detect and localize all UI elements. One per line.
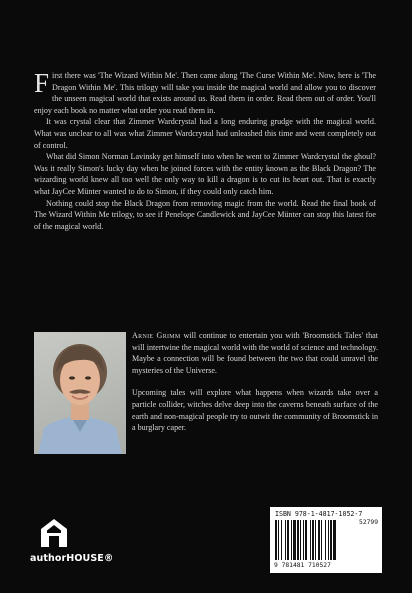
ean-digits: 9 781481 710527 <box>274 562 331 569</box>
isbn-number: ISBN 978-1-4817-1052-7 <box>275 510 363 518</box>
isbn-barcode <box>270 507 382 573</box>
author-name: Arnie Grimm <box>132 331 181 340</box>
publisher-logo <box>30 518 114 568</box>
bio-paragraph-1-text: will continue to entertain you with 'Broomstick Tales' that will intertwine the magical world with the world of science and technology. Maybe a connection will be found between the two that could unravel the mysteries of the Universe. <box>132 331 378 375</box>
drop-cap: F <box>34 68 50 98</box>
blurb-paragraph-1-text: irst there was 'The Wizard Within Me'. Then came along 'The Curse Within Me'. Now, here is 'The Dragon Within Me'. This trilogy will take you inside the magical world and allow you to discover the unseen magical world that exists around us. Read them in order. Read them out of order. You'll enjoy each book no matter what order you read them in. <box>34 71 376 115</box>
publisher-wordmark: authorHOUSE® <box>30 553 114 564</box>
back-cover-blurb <box>34 70 376 232</box>
price-code: 52799 <box>359 519 378 526</box>
bio-paragraph-1 <box>132 330 378 376</box>
barcode-bars <box>275 520 343 560</box>
blurb-paragraph-3: What did Simon Norman Lavinsky get himself into when he went to Zimmer Wardcrystal the ghoul? Was it really Simon's lucky day when he joined forces with the entity known as the Black Dragon? The wizarding world knew all too well the only way to kill a dragon is to cut its heart out. That is exactly what JayCee Münter wanted to do to Simon, if they could only catch him. <box>34 152 376 196</box>
blurb-paragraph-2: It was crystal clear that Zimmer Wardcrystal had a long enduring grudge with the magical world. What was unclear to all was what Zimmer Wardcrystal had unleashed this time and went completely out of control. <box>34 117 376 150</box>
authorhouse-logo-icon <box>40 518 68 548</box>
author-photo <box>34 332 126 454</box>
author-bio <box>132 330 378 434</box>
blurb-paragraph-4: Nothing could stop the Black Dragon from removing magic from the world. Read the final book of The Wizard Within Me trilogy, to see if Penelope Candlewick and JayCee Münter can stop this latest foe of the magical world. <box>34 198 376 231</box>
blurb-paragraph-1 <box>34 70 376 116</box>
bio-paragraph-2: Upcoming tales will explore what happens when wizards take over a particle collider, witches delve deep into the caverns beneath surface of the earth and non-magical people try to outwit the community of Broomstick in a burglary caper. <box>132 388 378 433</box>
